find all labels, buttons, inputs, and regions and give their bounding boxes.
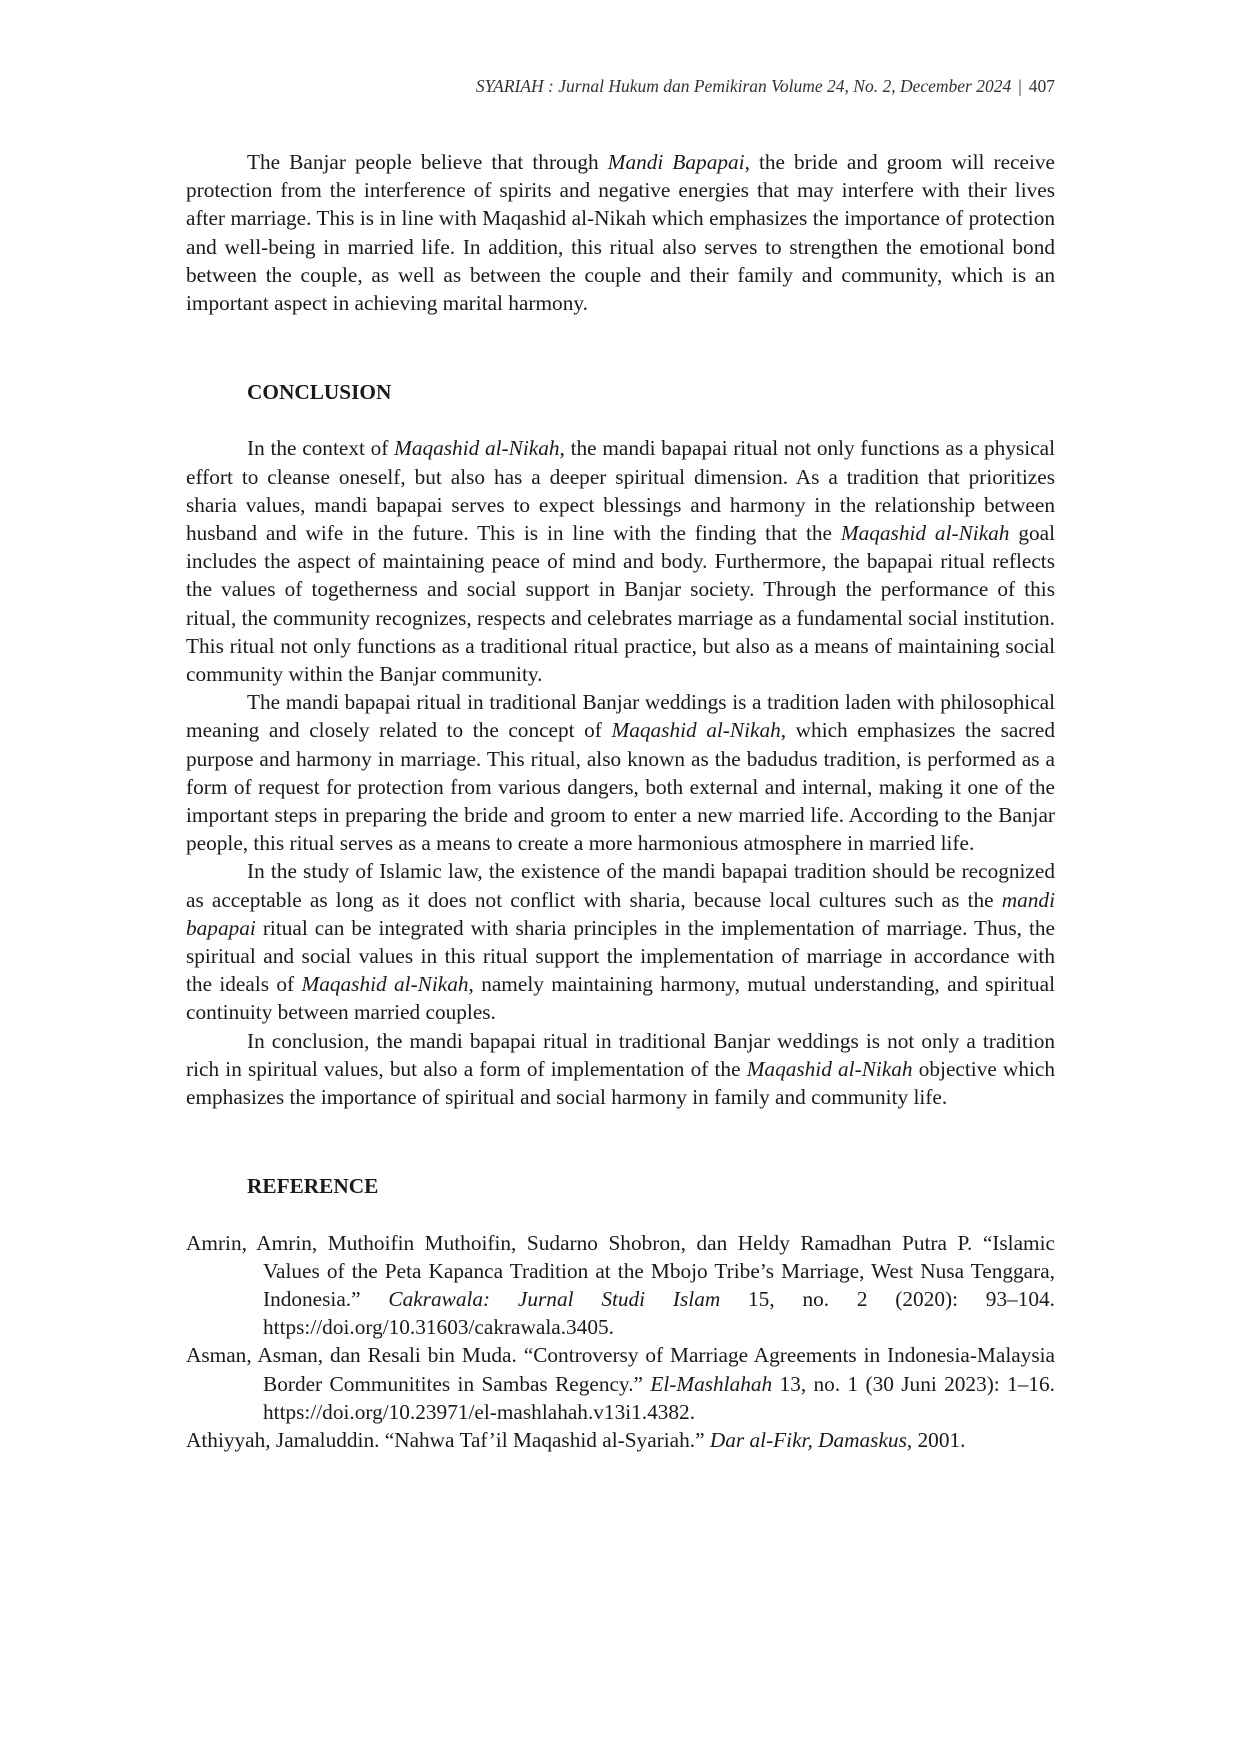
text-run: In the study of Islamic law, the existence of the mandi bapapai tradition should be recognized as acceptable as long as it does not conflict with sharia, because local cultures such as the xyxy=(186,859,1055,912)
italic-term: Maqashid al-Nikah xyxy=(394,436,560,461)
reference-entry xyxy=(186,1426,1055,1454)
journal-name: Dar al-Fikr, Damaskus xyxy=(709,1427,907,1452)
journal-name: El-Mashlahah xyxy=(650,1371,773,1396)
conclusion-paragraph-2 xyxy=(186,688,1055,857)
reference-entry xyxy=(186,1229,1055,1342)
page-body xyxy=(186,148,1055,1454)
text-run: , the mandi bapapai ritual not only functions as a physical effort to cleanse oneself, but also has a deeper spiritual dimension. As a tradition that prioritizes sharia values, mandi bapapai serves to expect blessings and harmony in the relationship between husband and wife in the future. This is in line with the finding that the xyxy=(186,436,1056,546)
conclusion-paragraph-1 xyxy=(186,434,1055,688)
journal-title: SYARIAH : Jurnal Hukum dan Pemikiran Volume 24, No. 2, December 2024 xyxy=(475,76,1012,96)
text-run: Amrin, Amrin, Muthoifin Muthoifin, Sudarno Shobron, dan Heldy Ramadhan Putra P. “Islamic Values of the Peta Kapanca Tradition at the Mbojo Tribe’s Marriage, West Nusa Tenggara, Indonesia.” xyxy=(186,1230,1055,1311)
italic-term: Maqashid al-Nikah xyxy=(840,521,1010,546)
reference-entry xyxy=(186,1341,1055,1426)
reference-heading: REFERENCE xyxy=(247,1174,379,1199)
conclusion-paragraph-4 xyxy=(186,1027,1055,1112)
italic-term: Maqashid al-Nikah xyxy=(746,1056,913,1081)
reference-list xyxy=(186,1229,1055,1455)
text-run: , namely maintaining harmony, mutual understanding, and spiritual continuity between married couples. xyxy=(186,972,1055,1025)
text-run: The Banjar people believe that through xyxy=(247,150,608,174)
text-run: In conclusion, the mandi bapapai ritual in traditional Banjar weddings is not only a tradition rich in spiritual values, but also a form of implementation of the xyxy=(186,1028,1055,1081)
page-number: 407 xyxy=(1028,76,1055,96)
text-run: goal includes the aspect of maintaining peace of mind and body. Furthermore, the bapapai ritual reflects the values of togetherness and social support in Banjar society. Through the performance of this ritual, the community recognizes, respects and celebrates marriage as a fundamental social institution. This ritual not only functions as a traditional ritual practice, but also as a means of maintaining social community within the Banjar community. xyxy=(186,521,1056,687)
text-run: In the context of xyxy=(247,436,395,461)
italic-term: Maqashid al-Nikah xyxy=(301,972,469,997)
text-run: , which emphasizes the sacred purpose and harmony in marriage. This ritual, also known as the badudus tradition, is performed as a form of request for protection from various dangers, both external and internal, making it one of the important steps in preparing the bride and groom to enter a new married life. According to the Banjar people, this ritual serves as a means to create a more harmonious atmosphere in married life. xyxy=(186,718,1055,856)
text-run: ritual can be integrated with sharia principles in the implementation of marriage. Thus, the spiritual and social values in this ritual support the implementation of marriage in accordance with the ideals of xyxy=(186,915,1055,997)
text-run: Athiyyah, Jamaluddin. “Nahwa Taf’il Maqashid al-Syariah.” xyxy=(186,1427,710,1452)
text-run: , 2001. xyxy=(906,1427,966,1452)
italic-term: Mandi Bapapai xyxy=(607,150,745,174)
running-head xyxy=(186,76,1055,97)
text-run: , the bride and groom will receive protection from the interference of spirits and negative energies that may interfere with their lives after marriage. This is in line with Maqashid al-Nikah which emphasizes the importance of protection and well-being in married life. In addition, this ritual also serves to strengthen the emotional bond between the couple, as well as between the couple and their family and community, which is an important aspect in achieving marital harmony. xyxy=(186,150,1056,316)
italic-term: mandi bapapai xyxy=(186,887,1055,940)
journal-name: Cakrawala: Jurnal Studi Islam xyxy=(388,1286,721,1311)
text-run: 13, no. 1 (30 Juni 2023): 1–16. https://doi.org/10.23971/el-mashlahah.v13i1.4382. xyxy=(263,1371,1056,1424)
conclusion-paragraph-3 xyxy=(186,857,1055,1026)
italic-term: Maqashid al-Nikah xyxy=(611,718,781,743)
header-separator: | xyxy=(1018,76,1022,96)
text-run: The mandi bapapai ritual in traditional Banjar weddings is a tradition laden with philosophical meaning and closely related to the concept of xyxy=(186,690,1055,743)
text-run: Asman, Asman, dan Resali bin Muda. “Controversy of Marriage Agreements in Indonesia-Malaysia Border Communitites in Sambas Regency.” xyxy=(186,1343,1055,1396)
conclusion-heading: CONCLUSION xyxy=(247,380,392,405)
intro-paragraph xyxy=(186,148,1055,317)
text-run: objective which emphasizes the importance of spiritual and social harmony in family and community life. xyxy=(186,1056,1056,1110)
text-run: 15, no. 2 (2020): 93–104. https://doi.org/10.31603/cakrawala.3405. xyxy=(263,1286,1056,1340)
